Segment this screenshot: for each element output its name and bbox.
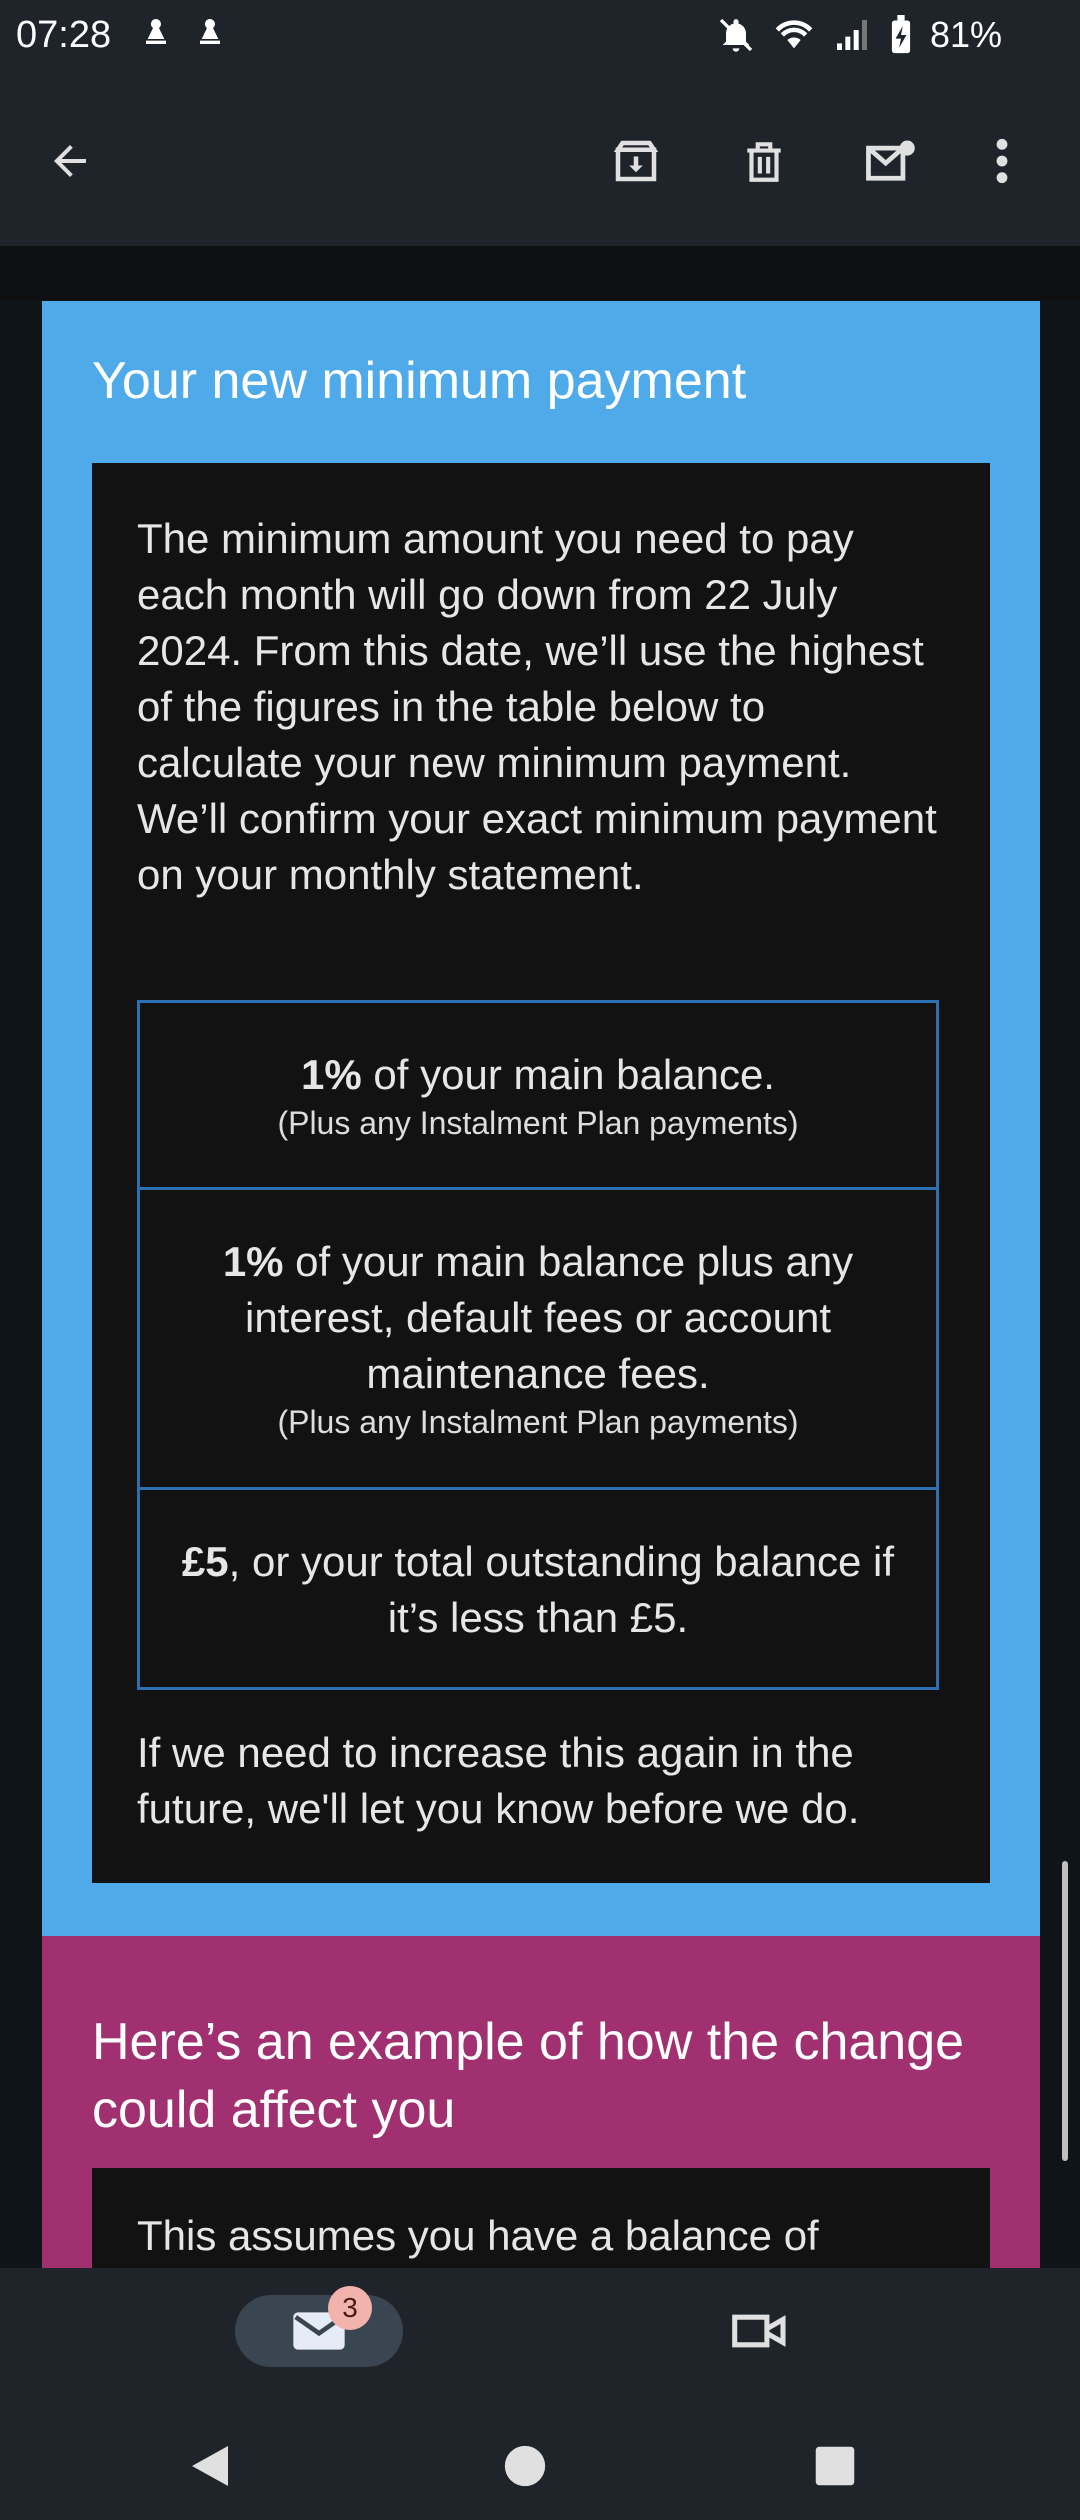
mail-tab[interactable]: [235, 2295, 403, 2367]
delete-button[interactable]: [724, 121, 804, 201]
status-notification-icons: [136, 14, 230, 54]
outro-paragraph: If we need to increase this again in the future, we'll let you know before we do.: [137, 1729, 860, 1832]
section-heading: Here’s an example of how the change could affect you: [92, 2013, 965, 2139]
scrollbar[interactable]: [1062, 1861, 1068, 2161]
status-bar: [0, 0, 1080, 76]
archive-icon: [609, 134, 663, 188]
table-row: [140, 1190, 936, 1490]
system-home-button[interactable]: [495, 2436, 555, 2496]
row-highlight: £5: [181, 1538, 229, 1585]
minimum-payment-table: [137, 1000, 939, 1690]
email-toolbar: [0, 76, 1080, 246]
system-recents-button[interactable]: [805, 2436, 865, 2496]
signal-icon: [832, 15, 872, 55]
square-recents-icon: [814, 2445, 856, 2487]
example-section: [42, 1936, 1040, 2268]
row-text: of your main balance.: [361, 1051, 775, 1098]
wifi-icon: [772, 15, 816, 55]
archive-button[interactable]: [596, 121, 676, 201]
row-note: (Plus any Instalment Plan payments): [277, 1404, 799, 1440]
section-heading: Your new minimum payment: [92, 352, 747, 410]
email-top-band: [0, 246, 1080, 300]
triangle-back-icon: [188, 2442, 232, 2490]
mark-unread-icon: [862, 136, 918, 186]
email-body[interactable]: [0, 246, 1080, 2268]
system-back-button[interactable]: [180, 2436, 240, 2496]
more-options-button[interactable]: [972, 121, 1032, 201]
video-meet-icon: [730, 2308, 790, 2354]
row-note: (Plus any Instalment Plan payments): [277, 1105, 799, 1141]
row-text: , or your total outstanding balance if it’s less than £5.: [228, 1538, 895, 1641]
system-navigation-bar: [0, 2408, 1080, 2520]
notification-app-icon: [190, 14, 230, 54]
unread-count-badge: 3: [328, 2286, 372, 2330]
minimum-payment-card: [92, 463, 990, 1883]
table-row: [140, 1003, 936, 1190]
mark-unread-button[interactable]: [850, 121, 930, 201]
circle-home-icon: [503, 2444, 547, 2488]
row-highlight: 1%: [222, 1238, 284, 1285]
battery-icon: [888, 15, 914, 55]
delete-icon: [739, 136, 789, 186]
row-text: of your main balance plus any interest, default fees or account maintenance fees.: [244, 1238, 854, 1397]
notification-app-icon: [136, 14, 176, 54]
row-highlight: 1%: [301, 1051, 362, 1098]
bottom-navigation: [0, 2268, 1080, 2408]
example-card: [92, 2168, 990, 2268]
meet-tab[interactable]: [720, 2295, 800, 2367]
mute-icon: [716, 15, 756, 55]
status-system-icons: [716, 14, 1002, 56]
back-button[interactable]: [30, 121, 110, 201]
back-arrow-icon: [46, 137, 94, 185]
more-vert-icon: [992, 136, 1012, 186]
example-paragraph: This assumes you have a balance of: [137, 2212, 819, 2259]
table-row: [140, 1490, 936, 1687]
minimum-payment-section: [42, 301, 1040, 1936]
status-time: 07:28: [16, 14, 112, 56]
intro-paragraph: The minimum amount you need to pay each month will go down from 22 July 2024. From this date, we’ll use the highest of the figures in the table below to calculate your new minimum payment. We’ll confirm your exact minimum payment on your monthly statement.: [137, 515, 937, 898]
battery-percent: 81%: [929, 14, 1002, 55]
